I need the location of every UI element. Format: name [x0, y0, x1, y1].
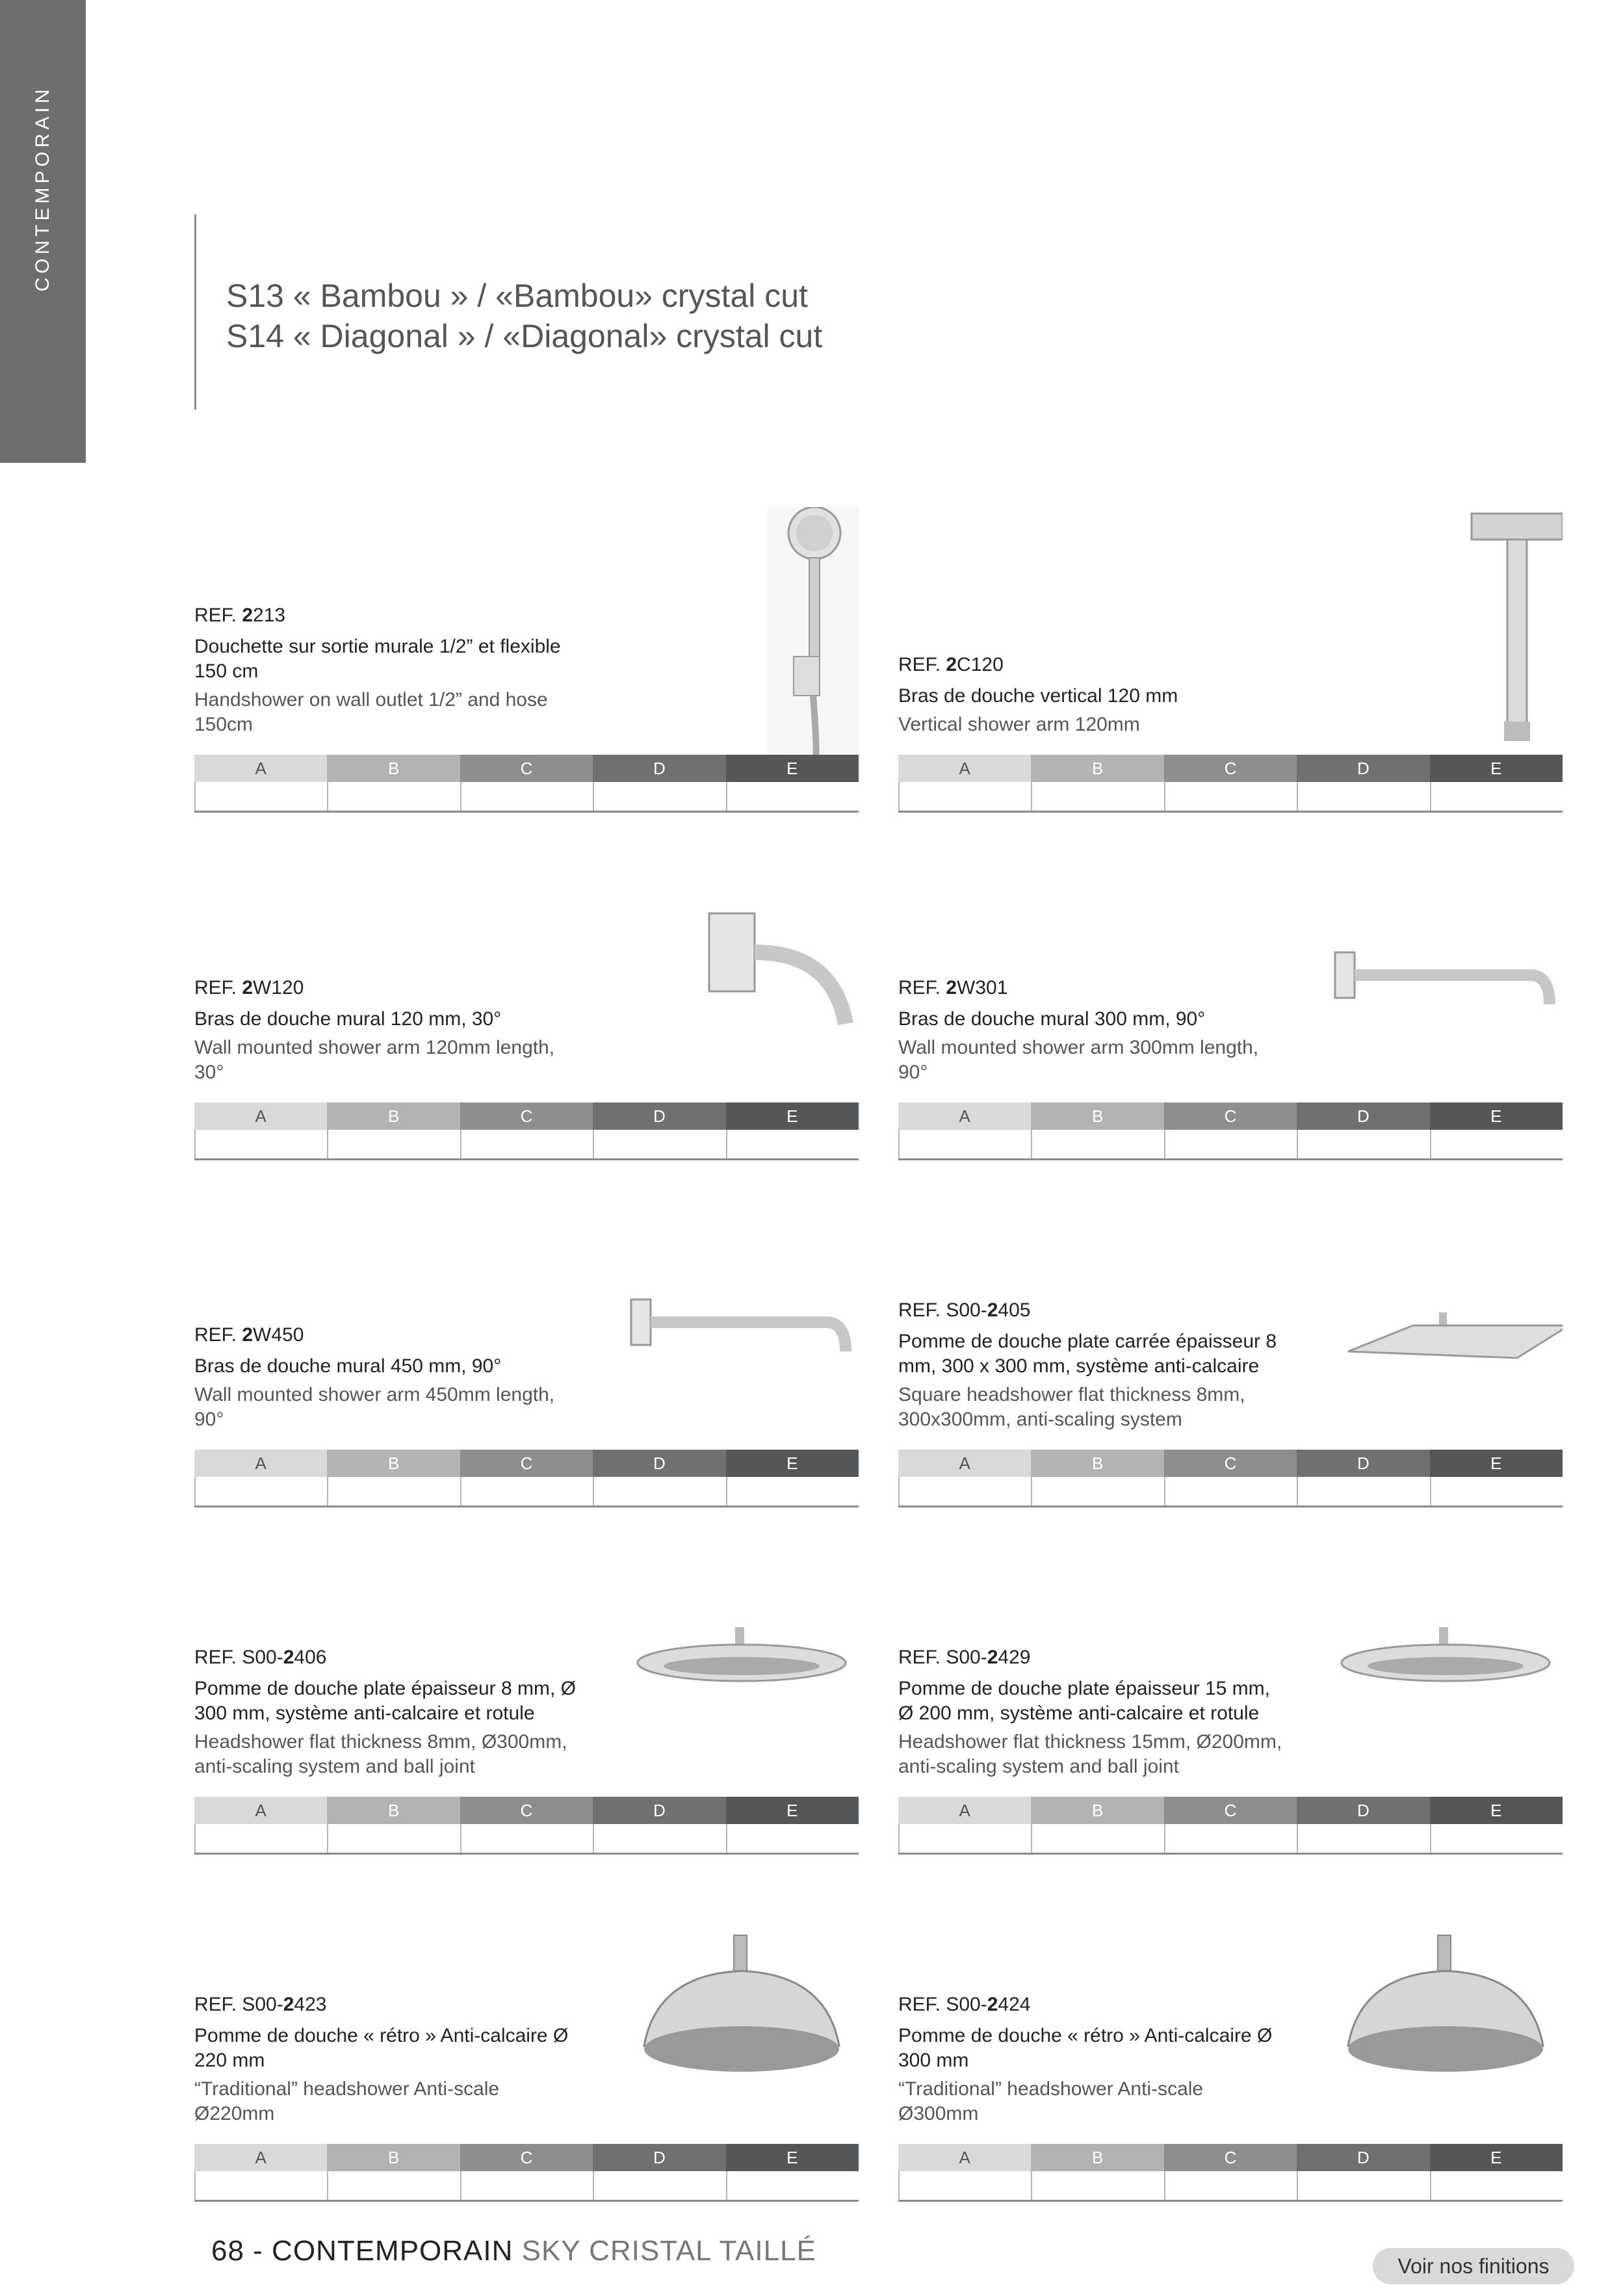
finish-header-b: B [327, 1450, 460, 1477]
finish-header-d: D [1297, 755, 1429, 782]
product-text [898, 1994, 1288, 2126]
finish-header-c: C [1164, 755, 1297, 782]
product-text [194, 1647, 584, 1779]
finish-header-c: C [460, 1102, 593, 1130]
product-text [898, 654, 1288, 737]
title-line-1: S13 « Bambou » / «Bambou» crystal cut [226, 278, 808, 314]
product-description-en: Wall mounted shower arm 120mm length, 30° [194, 1037, 555, 1083]
round-headshower-icon [1322, 1549, 1563, 1809]
finish-header-a: A [194, 1450, 327, 1477]
title-rule [194, 215, 196, 410]
product-description-fr: Pomme de douche plate carrée épaisseur 8 mm, 300 x 300 mm, système anti-calcaire [898, 1331, 1277, 1377]
finish-table [898, 1450, 1563, 1507]
product-ref: REF. S00-2429 [898, 1647, 1031, 1668]
finish-header-c: C [1164, 2144, 1297, 2171]
product-description-en: “Traditional” headshower Anti-scale Ø300mm [898, 2078, 1204, 2124]
product-description-en: Vertical shower arm 120mm [898, 714, 1140, 735]
finish-header-e: E [726, 1450, 859, 1477]
title-line-2: S14 « Diagonal » / «Diagonal» crystal cut [226, 318, 823, 354]
product-text [898, 1299, 1288, 1432]
finish-cell-e [1430, 2171, 1563, 2200]
finish-table [898, 755, 1563, 813]
finish-header-a: A [898, 1797, 1031, 1824]
side-section-tab [0, 0, 86, 463]
finish-cell-b [327, 782, 460, 811]
finish-header-d: D [593, 1450, 725, 1477]
product-ref: REF. 2213 [194, 605, 286, 626]
product-description-fr: Pomme de douche « rétro » Anti-calcaire Ø 300 mm [898, 2025, 1273, 2071]
finish-header-e: E [726, 1797, 859, 1824]
finish-header-b: B [327, 1102, 460, 1130]
finish-cell-a [194, 2171, 327, 2200]
round-headshower-icon [618, 1549, 859, 1809]
handshower-icon [618, 507, 859, 767]
finish-cell-e [1430, 1130, 1563, 1158]
finish-cell-a [194, 782, 327, 811]
product-description-en: Wall mounted shower arm 450mm length, 90° [194, 1384, 555, 1430]
product-card [194, 855, 859, 1160]
finish-header-d: D [1297, 1450, 1429, 1477]
finish-cell-b [1031, 1477, 1163, 1506]
finish-cell-c [1164, 782, 1297, 811]
finish-header-c: C [460, 2144, 593, 2171]
finish-header-b: B [1031, 2144, 1163, 2171]
product-description-en: Wall mounted shower arm 300mm length, 90° [898, 1037, 1259, 1083]
finish-header-a: A [194, 2144, 327, 2171]
wall-arm-long-icon [618, 1202, 859, 1462]
finish-cell-b [1031, 1824, 1163, 1853]
finish-cell-d [593, 782, 725, 811]
product-card [194, 1549, 859, 1855]
product-card [898, 507, 1563, 813]
finish-table [898, 1797, 1563, 1855]
product-description-en: Square headshower flat thickness 8mm, 300x300mm, anti-scaling system [898, 1384, 1245, 1430]
vertical-arm-icon [1322, 507, 1563, 767]
finish-header-c: C [460, 1797, 593, 1824]
finish-cell-a [898, 2171, 1031, 2200]
retro-headshower-icon [618, 1896, 859, 2156]
wall-arm-short-icon [618, 855, 859, 1115]
view-finishes-button[interactable]: Voir nos finitions [1373, 2248, 1574, 2284]
finish-header-d: D [593, 1797, 725, 1824]
finish-header-d: D [593, 755, 725, 782]
page-footer [211, 2235, 816, 2267]
finish-cell-b [1031, 1130, 1163, 1158]
finish-cell-b [327, 2171, 460, 2200]
finish-cell-c [460, 2171, 593, 2200]
finish-header-e: E [1430, 2144, 1563, 2171]
finish-header-e: E [726, 2144, 859, 2171]
product-card [898, 1202, 1563, 1507]
product-ref: REF. S00-2405 [898, 1299, 1031, 1321]
product-card [194, 507, 859, 813]
product-card [898, 855, 1563, 1160]
finish-header-c: C [1164, 1102, 1297, 1130]
finish-header-e: E [1430, 1102, 1563, 1130]
finish-cell-e [726, 1477, 859, 1506]
finish-cell-d [593, 2171, 725, 2200]
footer-collection: SKY CRISTAL TAILLÉ [513, 2235, 816, 2267]
product-description-fr: Pomme de douche « rétro » Anti-calcaire Ø 220 mm [194, 2025, 569, 2071]
finish-cell-d [1297, 2171, 1429, 2200]
finish-header-d: D [593, 2144, 725, 2171]
finish-header-a: A [194, 1797, 327, 1824]
finish-header-e: E [1430, 1797, 1563, 1824]
product-card [898, 1549, 1563, 1855]
product-card [194, 1896, 859, 2202]
finish-header-d: D [1297, 2144, 1429, 2171]
finish-table [194, 755, 859, 813]
product-description-fr: Bras de douche mural 120 mm, 30° [194, 1008, 502, 1030]
finish-cell-c [460, 1824, 593, 1853]
finish-cell-d [1297, 782, 1429, 811]
finish-cell-e [1430, 1477, 1563, 1506]
finish-cell-d [593, 1824, 725, 1853]
finish-table [898, 1102, 1563, 1160]
finish-cell-e [726, 2171, 859, 2200]
finish-cell-e [1430, 782, 1563, 811]
page-title [226, 276, 822, 356]
product-text [194, 977, 584, 1085]
finish-cell-a [194, 1130, 327, 1158]
wall-arm-long-icon [1322, 855, 1563, 1115]
finish-header-b: B [1031, 1797, 1163, 1824]
finish-cell-c [1164, 1477, 1297, 1506]
finish-cell-e [726, 1824, 859, 1853]
finish-table [194, 1102, 859, 1160]
product-text [194, 605, 584, 737]
finish-cell-a [194, 1824, 327, 1853]
finish-cell-b [1031, 2171, 1163, 2200]
finish-table [194, 1797, 859, 1855]
finish-table [194, 2144, 859, 2202]
product-text [194, 1324, 584, 1432]
finish-header-b: B [327, 2144, 460, 2171]
product-ref: REF. 2W301 [898, 977, 1008, 998]
product-text [194, 1994, 584, 2126]
product-ref: REF. 2W120 [194, 977, 304, 998]
finish-cell-d [1297, 1477, 1429, 1506]
product-ref: REF. 2W450 [194, 1324, 304, 1346]
finish-header-a: A [898, 2144, 1031, 2171]
finish-cell-c [1164, 1824, 1297, 1853]
finish-header-e: E [1430, 1450, 1563, 1477]
finish-cell-c [1164, 2171, 1297, 2200]
finish-cell-c [460, 782, 593, 811]
product-ref: REF. S00-2424 [898, 1994, 1031, 2015]
finish-header-a: A [194, 755, 327, 782]
finish-cell-a [898, 1130, 1031, 1158]
product-description-fr: Douchette sur sortie murale 1/2” et flexible 150 cm [194, 636, 561, 682]
finish-cell-d [1297, 1824, 1429, 1853]
finish-cell-e [1430, 1824, 1563, 1853]
finish-header-a: A [194, 1102, 327, 1130]
finish-header-c: C [460, 1450, 593, 1477]
finish-header-b: B [1031, 1102, 1163, 1130]
finish-header-d: D [1297, 1797, 1429, 1824]
finish-cell-e [726, 782, 859, 811]
product-description-fr: Bras de douche vertical 120 mm [898, 685, 1178, 707]
product-ref: REF. S00-2423 [194, 1994, 327, 2015]
product-description-en: Headshower flat thickness 8mm, Ø300mm, anti-scaling system and ball joint [194, 1731, 567, 1777]
product-description-fr: Pomme de douche plate épaisseur 8 mm, Ø 300 mm, système anti-calcaire et rotule [194, 1678, 576, 1724]
product-description-fr: Bras de douche mural 450 mm, 90° [194, 1355, 502, 1377]
finish-cell-a [898, 1477, 1031, 1506]
finish-header-b: B [1031, 755, 1163, 782]
side-tab-label: CONTEMPORAIN [32, 85, 53, 292]
finish-cell-d [1297, 1130, 1429, 1158]
finish-header-e: E [1430, 755, 1563, 782]
finish-table [194, 1450, 859, 1507]
finish-header-e: E [726, 755, 859, 782]
finish-cell-c [1164, 1130, 1297, 1158]
finish-cell-e [726, 1130, 859, 1158]
finish-header-c: C [1164, 1450, 1297, 1477]
finish-table [898, 2144, 1563, 2202]
finish-header-d: D [593, 1102, 725, 1130]
finish-cell-a [898, 1824, 1031, 1853]
finish-header-b: B [1031, 1450, 1163, 1477]
product-ref: REF. S00-2406 [194, 1647, 327, 1668]
product-card [194, 1202, 859, 1507]
finish-header-c: C [1164, 1797, 1297, 1824]
product-card [898, 1896, 1563, 2202]
finish-cell-c [460, 1130, 593, 1158]
finish-header-a: A [898, 1102, 1031, 1130]
product-description-fr: Pomme de douche plate épaisseur 15 mm, Ø 200 mm, système anti-calcaire et rotule [898, 1678, 1270, 1724]
finish-header-d: D [1297, 1102, 1429, 1130]
square-headshower-icon [1322, 1202, 1563, 1462]
finish-cell-c [460, 1477, 593, 1506]
finish-header-a: A [898, 1450, 1031, 1477]
finish-cell-b [327, 1477, 460, 1506]
finish-cell-d [593, 1130, 725, 1158]
finish-header-a: A [898, 755, 1031, 782]
product-description-en: “Traditional” headshower Anti-scale Ø220mm [194, 2078, 500, 2124]
finish-cell-b [1031, 782, 1163, 811]
finish-cell-a [898, 782, 1031, 811]
finish-header-b: B [327, 1797, 460, 1824]
finish-header-e: E [726, 1102, 859, 1130]
product-text [898, 1647, 1288, 1779]
footer-page: 68 - CONTEMPORAIN [211, 2235, 513, 2267]
product-description-fr: Bras de douche mural 300 mm, 90° [898, 1008, 1206, 1030]
product-description-en: Handshower on wall outlet 1/2” and hose 150cm [194, 689, 548, 735]
product-text [898, 977, 1288, 1085]
finish-cell-a [194, 1477, 327, 1506]
finish-cell-b [327, 1130, 460, 1158]
product-ref: REF. 2C120 [898, 654, 1004, 675]
finish-cell-b [327, 1824, 460, 1853]
finish-header-b: B [327, 755, 460, 782]
finish-cell-d [593, 1477, 725, 1506]
finish-header-c: C [460, 755, 593, 782]
retro-headshower-icon [1322, 1896, 1563, 2156]
product-description-en: Headshower flat thickness 15mm, Ø200mm, anti-scaling system and ball joint [898, 1731, 1282, 1777]
